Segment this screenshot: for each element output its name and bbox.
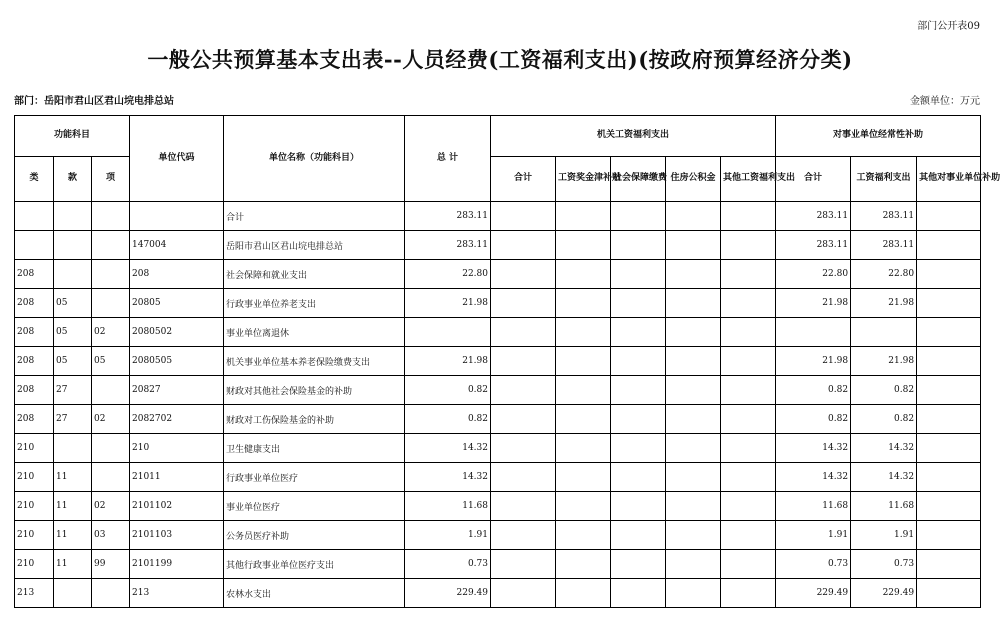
- cell-total: 1.91: [405, 521, 491, 550]
- cell-inst-total: 0.82: [776, 405, 851, 434]
- cell-inst-other: [917, 434, 981, 463]
- header-agency-other: 其他工资福利支出: [721, 157, 776, 202]
- cell-agency-total: [491, 405, 556, 434]
- cell-xiang: 02: [92, 492, 130, 521]
- header-inst-wage: 工资福利支出: [851, 157, 917, 202]
- cell-inst-total: 21.98: [776, 289, 851, 318]
- cell-unit-code: 20827: [130, 376, 224, 405]
- table-row: [15, 550, 981, 579]
- cell-agency-housing: [666, 318, 721, 347]
- cell-unit-name: 事业单位医疗: [224, 492, 405, 521]
- cell-kuan: 11: [54, 492, 92, 521]
- cell-lei: 208: [15, 405, 54, 434]
- cell-inst-other: [917, 521, 981, 550]
- cell-unit-name: 农林水支出: [224, 579, 405, 608]
- cell-inst-wage: 21.98: [851, 289, 917, 318]
- cell-inst-other: [917, 579, 981, 608]
- table-row: [15, 463, 981, 492]
- cell-inst-other: [917, 202, 981, 231]
- cell-agency-total: [491, 231, 556, 260]
- cell-lei: 208: [15, 318, 54, 347]
- cell-agency-housing: [666, 579, 721, 608]
- cell-agency-housing: [666, 289, 721, 318]
- cell-unit-name: 财政对其他社会保险基金的补助: [224, 376, 405, 405]
- cell-agency-housing: [666, 463, 721, 492]
- cell-unit-name: 其他行政事业单位医疗支出: [224, 550, 405, 579]
- cell-kuan: [54, 260, 92, 289]
- cell-unit-name: 公务员医疗补助: [224, 521, 405, 550]
- header-inst-other: 其他对事业单位补助: [917, 157, 981, 202]
- cell-total: 14.32: [405, 434, 491, 463]
- cell-inst-total: 0.82: [776, 376, 851, 405]
- cell-inst-other: [917, 318, 981, 347]
- cell-kuan: [54, 579, 92, 608]
- cell-agency-total: [491, 318, 556, 347]
- cell-inst-wage: 0.82: [851, 405, 917, 434]
- cell-agency-bonus: [556, 347, 611, 376]
- cell-agency-social: [611, 376, 666, 405]
- cell-agency-housing: [666, 260, 721, 289]
- header-unit-name: 单位名称（功能科目）: [224, 116, 405, 202]
- cell-xiang: [92, 289, 130, 318]
- cell-agency-housing: [666, 347, 721, 376]
- cell-agency-bonus: [556, 202, 611, 231]
- cell-agency-total: [491, 260, 556, 289]
- header-inst-group: 对事业单位经常性补助: [776, 116, 981, 157]
- cell-agency-other: [721, 376, 776, 405]
- cell-unit-code: [130, 202, 224, 231]
- cell-agency-bonus: [556, 318, 611, 347]
- cell-agency-social: [611, 231, 666, 260]
- cell-agency-bonus: [556, 521, 611, 550]
- cell-agency-social: [611, 492, 666, 521]
- cell-agency-other: [721, 405, 776, 434]
- cell-agency-housing: [666, 521, 721, 550]
- cell-total: 283.11: [405, 202, 491, 231]
- table-row: [15, 347, 981, 376]
- cell-inst-total: 229.49: [776, 579, 851, 608]
- header-lei: 类: [15, 157, 54, 202]
- cell-inst-total: [776, 318, 851, 347]
- cell-unit-code: 213: [130, 579, 224, 608]
- cell-kuan: 11: [54, 550, 92, 579]
- page-title: 一般公共预算基本支出表--人员经费(工资福利支出)(按政府预算经济分类): [147, 47, 853, 72]
- cell-inst-wage: [851, 318, 917, 347]
- cell-xiang: [92, 434, 130, 463]
- cell-agency-other: [721, 260, 776, 289]
- cell-xiang: [92, 376, 130, 405]
- cell-agency-total: [491, 376, 556, 405]
- cell-inst-total: 283.11: [776, 202, 851, 231]
- cell-agency-social: [611, 289, 666, 318]
- table-row: [15, 434, 981, 463]
- cell-agency-other: [721, 579, 776, 608]
- cell-total: 14.32: [405, 463, 491, 492]
- cell-lei: 210: [15, 521, 54, 550]
- cell-unit-name: 财政对工伤保险基金的补助: [224, 405, 405, 434]
- cell-inst-other: [917, 405, 981, 434]
- cell-unit-code: 21011: [130, 463, 224, 492]
- cell-kuan: 27: [54, 376, 92, 405]
- cell-total: 22.80: [405, 260, 491, 289]
- table-row: [15, 231, 981, 260]
- cell-kuan: [54, 231, 92, 260]
- cell-inst-other: [917, 347, 981, 376]
- cell-xiang: 02: [92, 405, 130, 434]
- cell-agency-total: [491, 521, 556, 550]
- cell-xiang: [92, 260, 130, 289]
- cell-agency-bonus: [556, 550, 611, 579]
- cell-inst-total: 283.11: [776, 231, 851, 260]
- cell-agency-other: [721, 318, 776, 347]
- cell-inst-total: 21.98: [776, 347, 851, 376]
- cell-inst-wage: 1.91: [851, 521, 917, 550]
- cell-unit-code: 2101199: [130, 550, 224, 579]
- cell-agency-social: [611, 405, 666, 434]
- cell-agency-social: [611, 579, 666, 608]
- header-agency-bonus: 工资奖金津补贴: [556, 157, 611, 202]
- cell-unit-code: 20805: [130, 289, 224, 318]
- cell-agency-social: [611, 550, 666, 579]
- cell-agency-bonus: [556, 376, 611, 405]
- cell-agency-other: [721, 492, 776, 521]
- cell-total: 21.98: [405, 347, 491, 376]
- cell-agency-social: [611, 260, 666, 289]
- cell-lei: 210: [15, 463, 54, 492]
- cell-agency-bonus: [556, 231, 611, 260]
- cell-agency-other: [721, 289, 776, 318]
- cell-total: 283.11: [405, 231, 491, 260]
- cell-total: 0.73: [405, 550, 491, 579]
- cell-agency-social: [611, 434, 666, 463]
- cell-agency-other: [721, 434, 776, 463]
- cell-inst-wage: 21.98: [851, 347, 917, 376]
- cell-xiang: [92, 579, 130, 608]
- cell-inst-total: 11.68: [776, 492, 851, 521]
- cell-unit-code: 2101103: [130, 521, 224, 550]
- cell-agency-total: [491, 579, 556, 608]
- cell-agency-other: [721, 202, 776, 231]
- cell-agency-total: [491, 289, 556, 318]
- table-row: [15, 260, 981, 289]
- cell-inst-wage: 229.49: [851, 579, 917, 608]
- cell-inst-other: [917, 550, 981, 579]
- department-label: 部门：岳阳市君山区君山垸电排总站: [14, 96, 174, 107]
- cell-agency-housing: [666, 434, 721, 463]
- header-total: 总 计: [405, 116, 491, 202]
- budget-table: [14, 115, 1000, 608]
- cell-agency-bonus: [556, 405, 611, 434]
- cell-unit-code: 2080505: [130, 347, 224, 376]
- cell-unit-code: 2101102: [130, 492, 224, 521]
- cell-unit-code: 210: [130, 434, 224, 463]
- cell-total: [405, 318, 491, 347]
- cell-inst-other: [917, 231, 981, 260]
- cell-inst-other: [917, 463, 981, 492]
- cell-lei: 208: [15, 347, 54, 376]
- cell-agency-bonus: [556, 492, 611, 521]
- cell-inst-total: 14.32: [776, 463, 851, 492]
- cell-xiang: 99: [92, 550, 130, 579]
- cell-agency-bonus: [556, 260, 611, 289]
- table-row: [15, 376, 981, 405]
- cell-xiang: [92, 231, 130, 260]
- cell-agency-bonus: [556, 289, 611, 318]
- cell-agency-social: [611, 318, 666, 347]
- cell-agency-total: [491, 550, 556, 579]
- cell-lei: [15, 202, 54, 231]
- cell-unit-code: 2082702: [130, 405, 224, 434]
- cell-xiang: [92, 463, 130, 492]
- cell-lei: 210: [15, 434, 54, 463]
- cell-total: 0.82: [405, 376, 491, 405]
- cell-unit-code: 208: [130, 260, 224, 289]
- cell-agency-other: [721, 550, 776, 579]
- cell-kuan: 05: [54, 347, 92, 376]
- cell-kuan: 11: [54, 521, 92, 550]
- cell-unit-name: 社会保障和就业支出: [224, 260, 405, 289]
- table-row: [15, 289, 981, 318]
- cell-agency-social: [611, 463, 666, 492]
- cell-inst-other: [917, 376, 981, 405]
- cell-unit-name: 行政事业单位医疗: [224, 463, 405, 492]
- cell-kuan: 27: [54, 405, 92, 434]
- cell-inst-other: [917, 260, 981, 289]
- cell-agency-housing: [666, 376, 721, 405]
- cell-agency-housing: [666, 405, 721, 434]
- cell-unit-code: 2080502: [130, 318, 224, 347]
- header-agency-social: 社会保障缴费: [611, 157, 666, 202]
- header-agency-total: 合计: [491, 157, 556, 202]
- cell-inst-total: 14.32: [776, 434, 851, 463]
- cell-kuan: [54, 434, 92, 463]
- cell-inst-total: 1.91: [776, 521, 851, 550]
- header-unit-code: 单位代码: [130, 116, 224, 202]
- cell-lei: 208: [15, 260, 54, 289]
- cell-agency-bonus: [556, 463, 611, 492]
- cell-kuan: 05: [54, 318, 92, 347]
- cell-agency-other: [721, 347, 776, 376]
- cell-agency-housing: [666, 231, 721, 260]
- cell-agency-total: [491, 347, 556, 376]
- cell-agency-housing: [666, 492, 721, 521]
- cell-inst-wage: 11.68: [851, 492, 917, 521]
- cell-lei: [15, 231, 54, 260]
- cell-agency-social: [611, 521, 666, 550]
- cell-unit-name: 岳阳市君山区君山垸电排总站: [224, 231, 405, 260]
- header-func-subject: 功能科目: [15, 116, 130, 157]
- cell-agency-housing: [666, 550, 721, 579]
- table-row: [15, 521, 981, 550]
- cell-lei: 208: [15, 376, 54, 405]
- cell-unit-name: 合计: [224, 202, 405, 231]
- cell-agency-total: [491, 463, 556, 492]
- cell-inst-wage: 0.73: [851, 550, 917, 579]
- cell-inst-wage: 283.11: [851, 231, 917, 260]
- cell-xiang: 05: [92, 347, 130, 376]
- cell-inst-wage: 22.80: [851, 260, 917, 289]
- cell-agency-total: [491, 202, 556, 231]
- cell-unit-name: 事业单位离退休: [224, 318, 405, 347]
- table-body: [15, 202, 981, 608]
- amount-unit-label: 金额单位：万元: [910, 96, 980, 107]
- cell-lei: 210: [15, 492, 54, 521]
- cell-total: 21.98: [405, 289, 491, 318]
- cell-xiang: [92, 202, 130, 231]
- cell-agency-total: [491, 434, 556, 463]
- cell-inst-total: 0.73: [776, 550, 851, 579]
- cell-kuan: 11: [54, 463, 92, 492]
- table-row: [15, 579, 981, 608]
- cell-agency-housing: [666, 202, 721, 231]
- cell-agency-total: [491, 492, 556, 521]
- cell-inst-other: [917, 289, 981, 318]
- cell-kuan: 05: [54, 289, 92, 318]
- cell-inst-wage: 14.32: [851, 463, 917, 492]
- cell-total: 11.68: [405, 492, 491, 521]
- cell-agency-social: [611, 347, 666, 376]
- cell-xiang: 03: [92, 521, 130, 550]
- table-row: [15, 318, 981, 347]
- header-agency-group: 机关工资福利支出: [491, 116, 776, 157]
- cell-total: 229.49: [405, 579, 491, 608]
- cell-agency-other: [721, 463, 776, 492]
- cell-agency-bonus: [556, 434, 611, 463]
- header-xiang: 项: [92, 157, 130, 202]
- table-row: [15, 405, 981, 434]
- cell-agency-social: [611, 202, 666, 231]
- cell-agency-other: [721, 231, 776, 260]
- cell-unit-name: 卫生健康支出: [224, 434, 405, 463]
- cell-unit-name: 机关事业单位基本养老保险缴费支出: [224, 347, 405, 376]
- header-agency-housing: 住房公积金: [666, 157, 721, 202]
- table-row: [15, 202, 981, 231]
- cell-inst-total: 22.80: [776, 260, 851, 289]
- header-inst-total: 合计: [776, 157, 851, 202]
- cell-inst-wage: 283.11: [851, 202, 917, 231]
- form-code: 部门公开表09: [917, 21, 980, 32]
- cell-inst-other: [917, 492, 981, 521]
- cell-unit-name: 行政事业单位养老支出: [224, 289, 405, 318]
- cell-xiang: 02: [92, 318, 130, 347]
- cell-total: 0.82: [405, 405, 491, 434]
- cell-lei: 213: [15, 579, 54, 608]
- cell-lei: 208: [15, 289, 54, 318]
- cell-inst-wage: 0.82: [851, 376, 917, 405]
- cell-kuan: [54, 202, 92, 231]
- cell-lei: 210: [15, 550, 54, 579]
- cell-agency-bonus: [556, 579, 611, 608]
- cell-unit-code: 147004: [130, 231, 224, 260]
- cell-inst-wage: 14.32: [851, 434, 917, 463]
- cell-agency-other: [721, 521, 776, 550]
- table-row: [15, 492, 981, 521]
- header-kuan: 款: [54, 157, 92, 202]
